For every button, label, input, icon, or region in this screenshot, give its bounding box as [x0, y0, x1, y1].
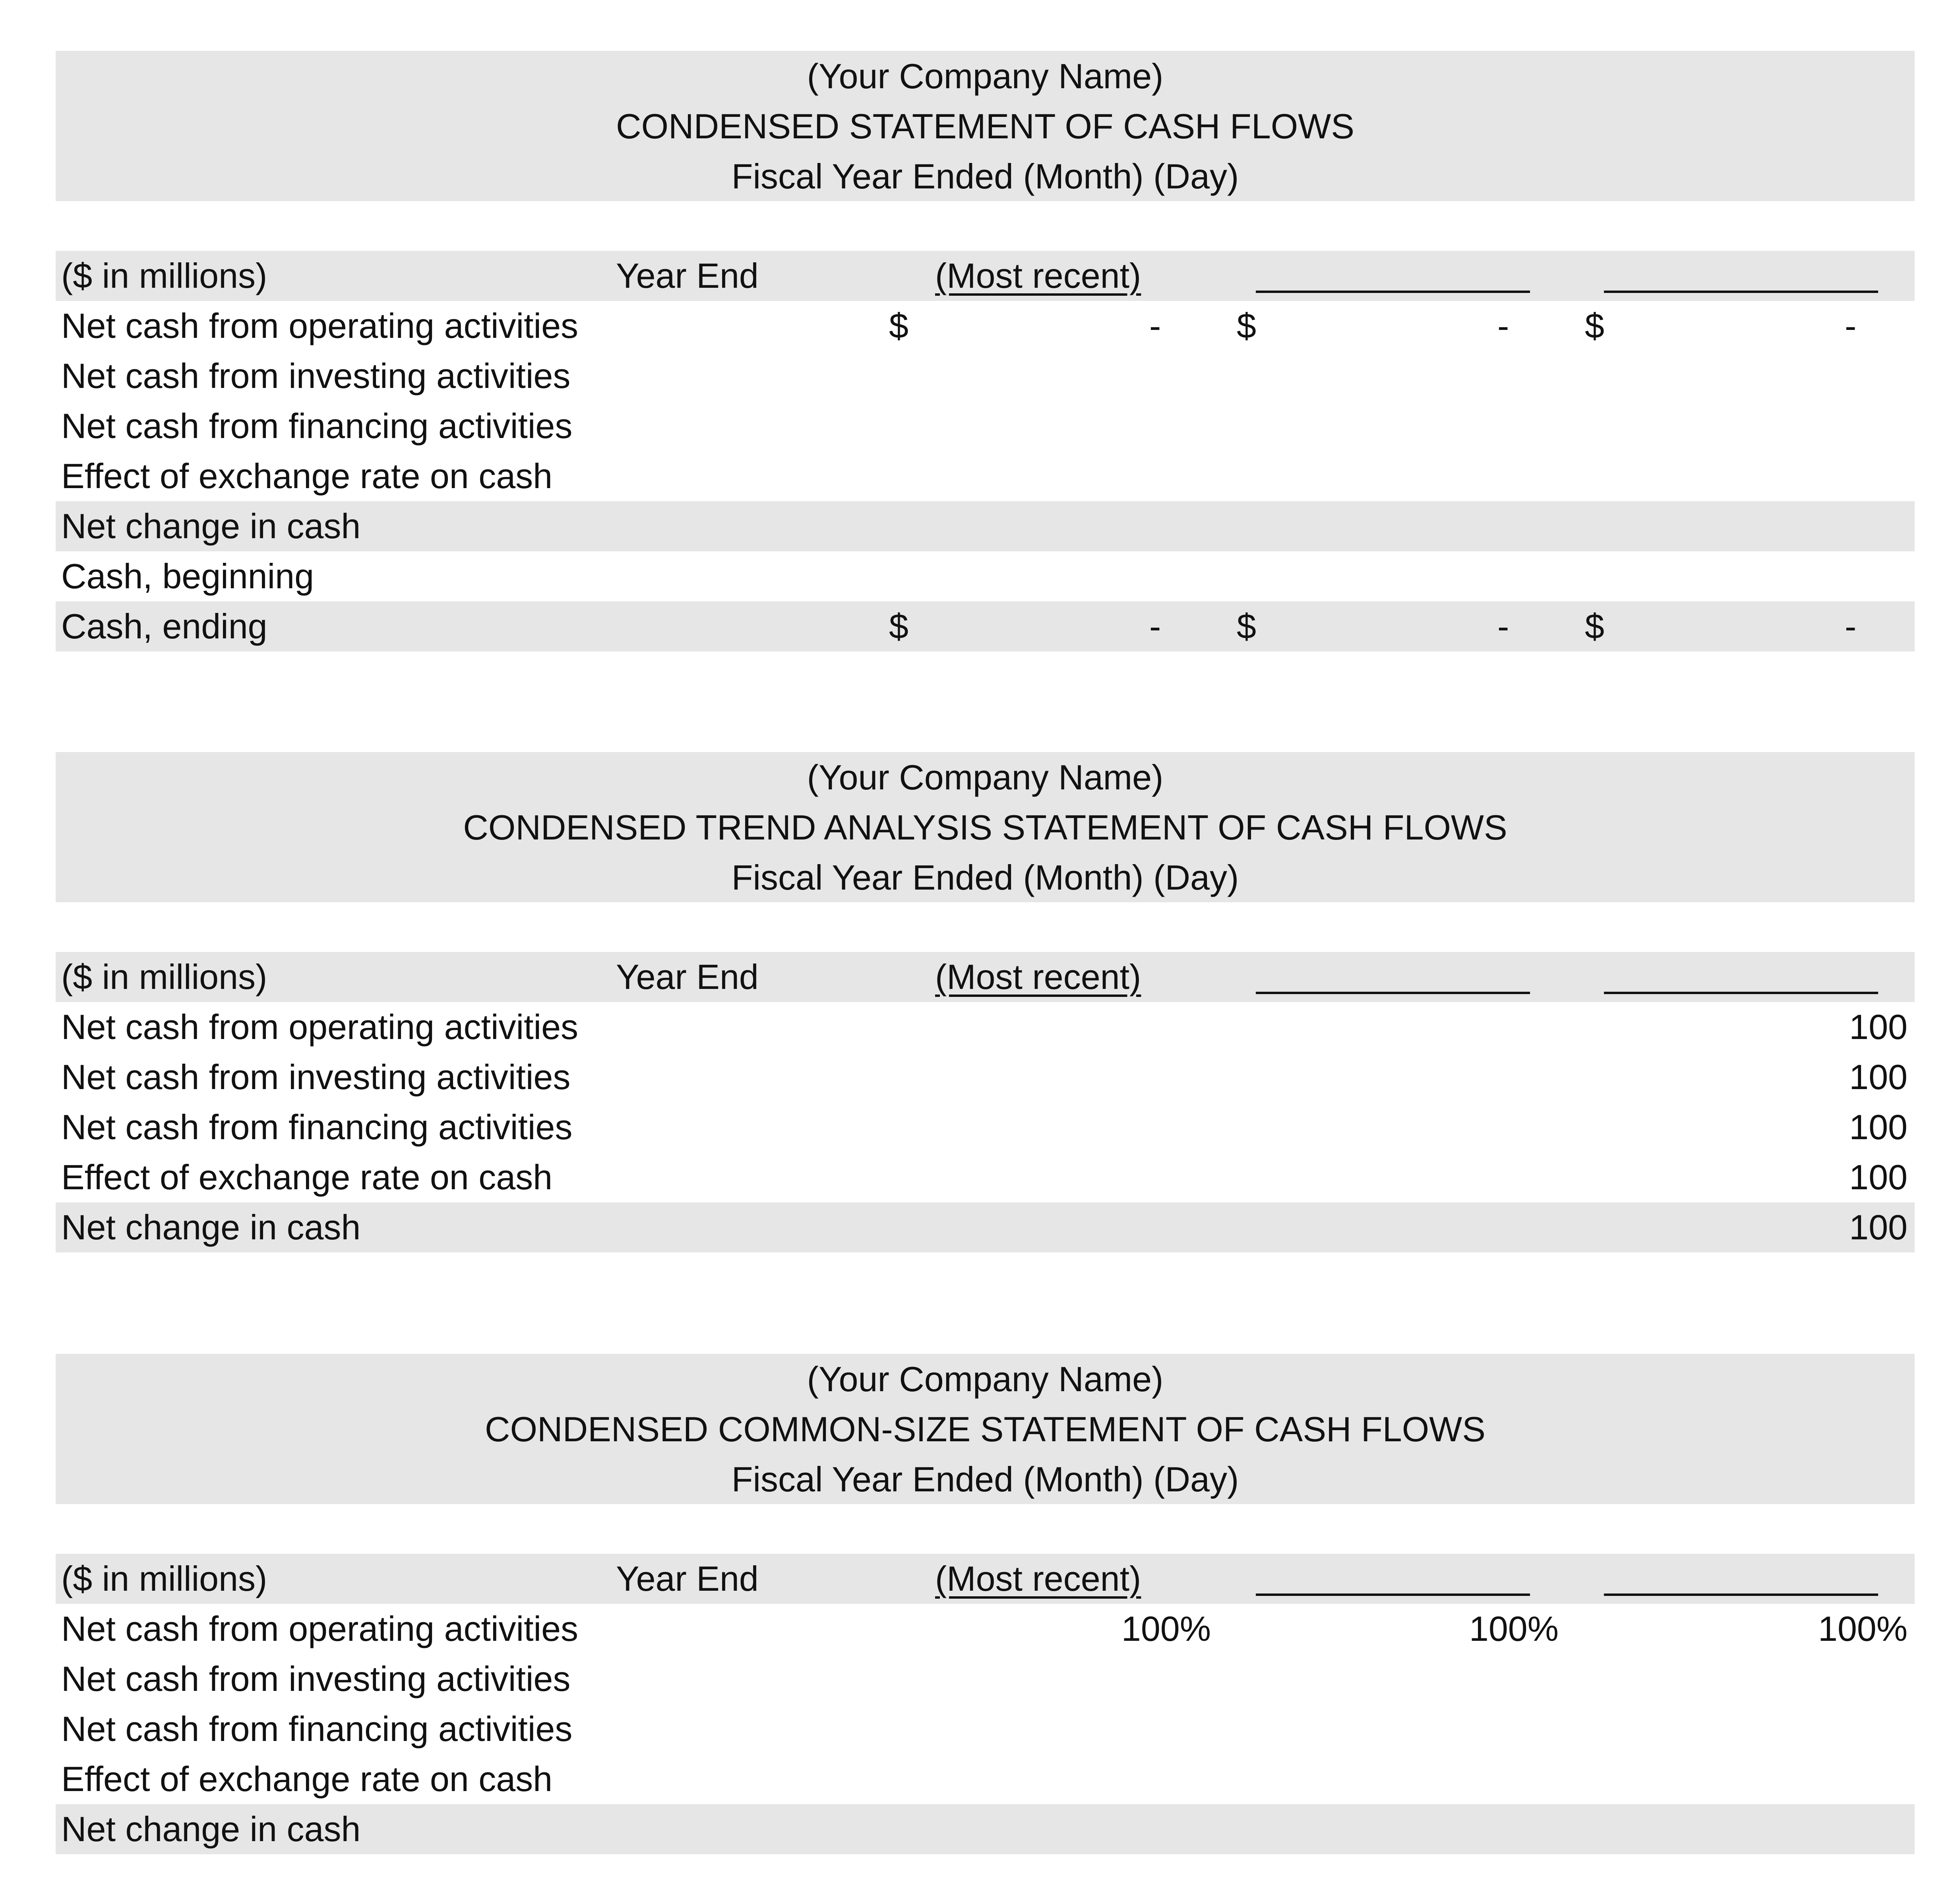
cash-ending-label: Cash, ending	[61, 607, 267, 646]
percent-value[interactable]: 100%	[1818, 1609, 1908, 1648]
percent-value[interactable]: 100%	[1121, 1609, 1211, 1648]
table-row	[56, 1804, 1915, 1854]
operating-label: Net cash from operating activities	[61, 1007, 579, 1047]
net-change-label: Net change in cash	[61, 1809, 361, 1849]
units-label: ($ in millions)	[61, 957, 267, 996]
value-cell[interactable]: -	[1845, 306, 1857, 345]
year-end-label: Year End	[616, 256, 759, 295]
fiscal-period: Fiscal Year Ended (Month) (Day)	[731, 858, 1239, 897]
trend-value[interactable]: 100	[1849, 1208, 1908, 1247]
exchange-label: Effect of exchange rate on cash	[61, 456, 553, 496]
company-name: (Your Company Name)	[807, 1359, 1164, 1399]
table-row	[56, 1102, 1915, 1152]
financing-label: Net cash from financing activities	[61, 1709, 573, 1749]
fiscal-period: Fiscal Year Ended (Month) (Day)	[731, 1460, 1239, 1499]
financing-label: Net cash from financing activities	[61, 406, 573, 446]
trend-value[interactable]: 100	[1849, 1057, 1908, 1097]
operating-label: Net cash from operating activities	[61, 306, 579, 345]
exchange-label: Effect of exchange rate on cash	[61, 1157, 553, 1197]
value-cell[interactable]: -	[1149, 607, 1161, 646]
blank-year-column-2[interactable]	[1256, 992, 1530, 994]
fiscal-period: Fiscal Year Ended (Month) (Day)	[731, 157, 1239, 196]
year-end-label: Year End	[616, 1559, 759, 1598]
investing-label: Net cash from investing activities	[61, 1659, 571, 1698]
column-header-row	[56, 1554, 1915, 1604]
percent-value[interactable]: 100%	[1469, 1609, 1559, 1648]
currency-symbol: $	[1237, 607, 1256, 646]
table-row	[56, 1202, 1915, 1252]
investing-label: Net cash from investing activities	[61, 1057, 571, 1097]
company-name: (Your Company Name)	[807, 758, 1164, 797]
blank-year-column-2[interactable]	[1256, 1594, 1530, 1596]
table-row	[56, 401, 1915, 451]
table-row	[56, 501, 1915, 551]
table-row	[56, 601, 1915, 651]
table-row	[56, 1002, 1915, 1052]
most-recent-label: (Most recent)	[935, 256, 1141, 295]
column-header-row	[56, 952, 1915, 1002]
value-cell[interactable]: -	[1149, 306, 1161, 345]
net-change-label: Net change in cash	[61, 506, 361, 546]
units-label: ($ in millions)	[61, 1559, 267, 1598]
trend-value[interactable]: 100	[1849, 1107, 1908, 1147]
most-recent-label: (Most recent)	[935, 957, 1141, 996]
currency-symbol: $	[1237, 306, 1256, 345]
blank-year-column-3[interactable]	[1604, 291, 1878, 293]
table-row	[56, 1754, 1915, 1804]
blank-year-column-3[interactable]	[1604, 1594, 1878, 1596]
table-row	[56, 1704, 1915, 1754]
table-row	[56, 1052, 1915, 1102]
table-row	[56, 1604, 1915, 1654]
table-row	[56, 1152, 1915, 1202]
financing-label: Net cash from financing activities	[61, 1107, 573, 1147]
table-row	[56, 551, 1915, 601]
table-row	[56, 351, 1915, 401]
operating-label: Net cash from operating activities	[61, 1609, 579, 1648]
exchange-label: Effect of exchange rate on cash	[61, 1759, 553, 1799]
value-cell[interactable]: -	[1497, 306, 1509, 345]
currency-symbol: $	[889, 607, 908, 646]
trend-value[interactable]: 100	[1849, 1007, 1908, 1047]
currency-symbol: $	[1585, 607, 1604, 646]
column-header-row	[56, 251, 1915, 301]
table-row	[56, 451, 1915, 501]
value-cell[interactable]: -	[1497, 607, 1509, 646]
table-row	[56, 301, 1915, 351]
cash-beginning-label: Cash, beginning	[61, 556, 314, 596]
net-change-label: Net change in cash	[61, 1208, 361, 1247]
currency-symbol: $	[1585, 306, 1604, 345]
table-row	[56, 1654, 1915, 1704]
statement-title: CONDENSED COMMON-SIZE STATEMENT OF CASH FLOWS	[485, 1409, 1485, 1449]
blank-year-column-2[interactable]	[1256, 291, 1530, 293]
blank-year-column-3[interactable]	[1604, 992, 1878, 994]
year-end-label: Year End	[616, 957, 759, 996]
value-cell[interactable]: -	[1845, 607, 1857, 646]
statement-title: CONDENSED TREND ANALYSIS STATEMENT OF CASH FLOWS	[463, 808, 1507, 847]
statement-title: CONDENSED STATEMENT OF CASH FLOWS	[616, 107, 1354, 146]
units-label: ($ in millions)	[61, 256, 267, 295]
most-recent-label: (Most recent)	[935, 1559, 1141, 1598]
trend-value[interactable]: 100	[1849, 1157, 1908, 1197]
currency-symbol: $	[889, 306, 908, 345]
investing-label: Net cash from investing activities	[61, 356, 571, 395]
company-name: (Your Company Name)	[807, 56, 1164, 96]
